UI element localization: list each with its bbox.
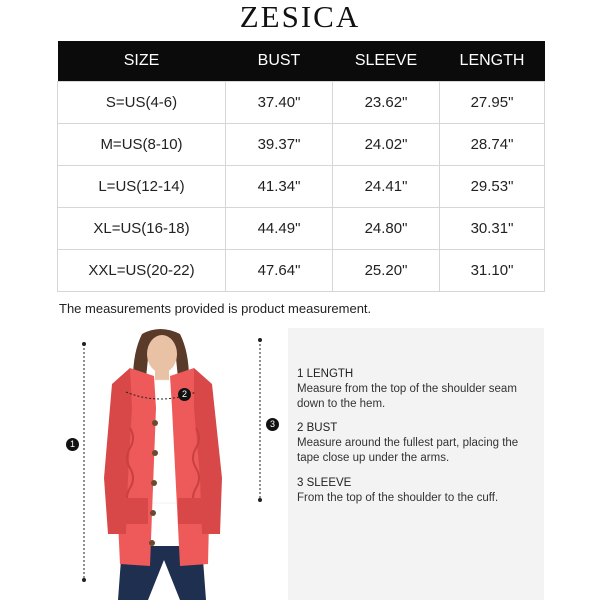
table-row <box>58 208 545 250</box>
cell-bust: 47.64" <box>226 250 333 292</box>
cell-sleeve: 24.02" <box>333 124 440 166</box>
cell-sleeve: 24.41" <box>333 166 440 208</box>
guide-sleeve <box>297 476 537 506</box>
guide-sleeve-desc: From the top of the shoulder to the cuff. <box>297 492 499 504</box>
header-size: SIZE <box>58 41 226 82</box>
guide-sleeve-title: 3 SLEEVE <box>297 477 352 489</box>
table-header-row <box>58 41 545 82</box>
cell-sleeve: 25.20" <box>333 250 440 292</box>
cell-length: 27.95" <box>440 82 545 124</box>
cell-bust: 39.37" <box>226 124 333 166</box>
cell-bust: 44.49" <box>226 208 333 250</box>
brand-logo: ZESICA <box>239 0 361 34</box>
cell-bust: 41.34" <box>226 166 333 208</box>
cell-length: 29.53" <box>440 166 545 208</box>
cell-size: S=US(4-6) <box>58 82 226 124</box>
measurement-guide-panel <box>288 328 544 600</box>
model-illustration <box>60 328 285 600</box>
cell-size: XL=US(16-18) <box>58 208 226 250</box>
guide-bust <box>297 421 537 466</box>
cell-bust: 37.40" <box>226 82 333 124</box>
cell-size: XXL=US(20-22) <box>58 250 226 292</box>
guide-bust-desc: Measure around the fullest part, placing the tape close up under the arms. <box>297 437 519 464</box>
marker-2: 2 <box>178 388 191 401</box>
table-row <box>58 166 545 208</box>
header-length: LENGTH <box>440 41 545 82</box>
guide-bust-title: 2 BUST <box>297 422 338 434</box>
marker-1: 1 <box>66 438 79 451</box>
measurement-note: The measurements provided is product measurement. <box>59 301 372 316</box>
guide-length-title: 1 LENGTH <box>297 368 354 380</box>
cell-length: 30.31" <box>440 208 545 250</box>
cell-size: L=US(12-14) <box>58 166 226 208</box>
cell-length: 31.10" <box>440 250 545 292</box>
table-row <box>58 82 545 124</box>
table-row <box>58 124 545 166</box>
marker-3: 3 <box>266 418 279 431</box>
cell-sleeve: 23.62" <box>333 82 440 124</box>
table-row <box>58 250 545 292</box>
model-figure <box>60 328 285 600</box>
header-bust: BUST <box>226 41 333 82</box>
size-chart-table <box>57 41 545 292</box>
cell-sleeve: 24.80" <box>333 208 440 250</box>
guide-length <box>297 367 537 412</box>
cell-length: 28.74" <box>440 124 545 166</box>
cell-size: M=US(8-10) <box>58 124 226 166</box>
guide-length-desc: Measure from the top of the shoulder seam down to the hem. <box>297 383 517 410</box>
header-sleeve: SLEEVE <box>333 41 440 82</box>
